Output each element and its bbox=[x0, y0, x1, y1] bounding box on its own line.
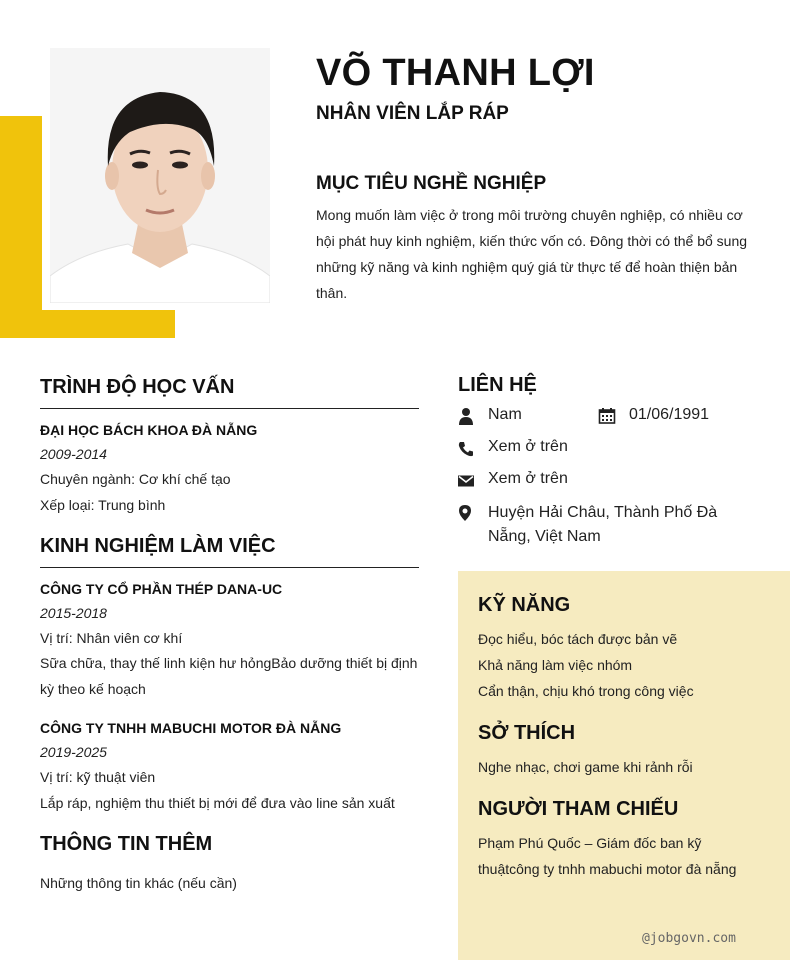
reference-text: Phạm Phú Quốc – Giám đốc ban kỹ thuậtcông ty tnhh mabuchi motor đà nẵng bbox=[478, 835, 737, 877]
contact-address: Huyện Hải Châu, Thành Phố Đà Nẵng, Việt Nam bbox=[488, 504, 718, 545]
skill-item: Khả năng làm việc nhóm bbox=[478, 657, 633, 673]
extra-info-text: Những thông tin khác (nếu cần) bbox=[40, 875, 237, 891]
portrait-illustration bbox=[50, 48, 270, 303]
candidate-name: VÕ THANH LỢI bbox=[316, 52, 595, 94]
school-name: ĐẠI HỌC BÁCH KHOA ĐÀ NẴNG bbox=[40, 422, 258, 438]
hobbies-heading: SỞ THÍCH bbox=[478, 722, 576, 744]
education-years: 2009-2014 bbox=[40, 446, 107, 462]
calendar-icon bbox=[598, 407, 616, 425]
job-years: 2019-2025 bbox=[40, 744, 107, 760]
mail-icon bbox=[457, 472, 475, 490]
accent-base bbox=[0, 310, 175, 338]
job-years: 2015-2018 bbox=[40, 605, 107, 621]
job-title: NHÂN VIÊN LẮP RÁP bbox=[316, 103, 509, 124]
job-company: CÔNG TY TNHH MABUCHI MOTOR ĐÀ NẴNG bbox=[40, 720, 342, 736]
contact-gender: Nam bbox=[488, 406, 522, 423]
skill-item: Cẩn thận, chịu khó trong công việc bbox=[478, 683, 694, 699]
contact-dob: 01/06/1991 bbox=[629, 406, 710, 423]
objective-text: Mong muốn làm việc ở trong môi trường chuyên nghiệp, có nhiều cơ hội phát huy kinh nghiệm, kiến thức vốn có. Đông thời có thể bổ sung những kỹ năng và kinh nghiệm quý giá từ thực tế để hoàn thiện bản thân. bbox=[316, 207, 748, 301]
extra-info-heading: THÔNG TIN THÊM bbox=[40, 833, 213, 855]
job-role: Vị trí: Nhân viên cơ khí bbox=[40, 630, 183, 646]
objective-heading: MỤC TIÊU NGHỀ NGHIỆP bbox=[316, 173, 547, 194]
contact-heading: LIÊN HỆ bbox=[458, 374, 537, 396]
experience-heading: KINH NGHIỆM LÀM VIỆC bbox=[40, 535, 276, 557]
accent-bar bbox=[0, 116, 42, 338]
contact-email: Xem ở trên bbox=[488, 470, 568, 487]
skill-item: Đọc hiểu, bóc tách được bản vẽ bbox=[478, 631, 678, 647]
job-description: Lắp ráp, nghiệm thu thiết bị mới để đưa vào line sản xuất bbox=[40, 795, 395, 811]
skills-heading: KỸ NĂNG bbox=[478, 594, 571, 616]
job-company: CÔNG TY CỔ PHẦN THÉP DANA-UC bbox=[40, 581, 283, 597]
job-description: Sữa chữa, thay thế linh kiện hư hỏngBảo dưỡng thiết bị định kỳ theo kế hoạch bbox=[40, 655, 418, 697]
person-icon bbox=[457, 407, 475, 425]
experience-divider bbox=[40, 567, 419, 568]
education-grade: Xếp loại: Trung bình bbox=[40, 497, 166, 513]
education-major: Chuyên ngành: Cơ khí chế tạo bbox=[40, 471, 231, 487]
education-divider bbox=[40, 408, 419, 409]
education-heading: TRÌNH ĐỘ HỌC VẤN bbox=[40, 376, 235, 398]
reference-heading: NGƯỜI THAM CHIẾU bbox=[478, 798, 679, 820]
job-role: Vị trí: kỹ thuật viên bbox=[40, 769, 156, 785]
watermark-text: @jobgovn.com bbox=[642, 931, 736, 946]
profile-photo bbox=[50, 48, 270, 303]
phone-icon bbox=[457, 440, 475, 458]
location-pin-icon bbox=[456, 504, 474, 522]
contact-phone: Xem ở trên bbox=[488, 438, 568, 455]
hobbies-text: Nghe nhạc, chơi game khi rảnh rỗi bbox=[478, 759, 693, 775]
